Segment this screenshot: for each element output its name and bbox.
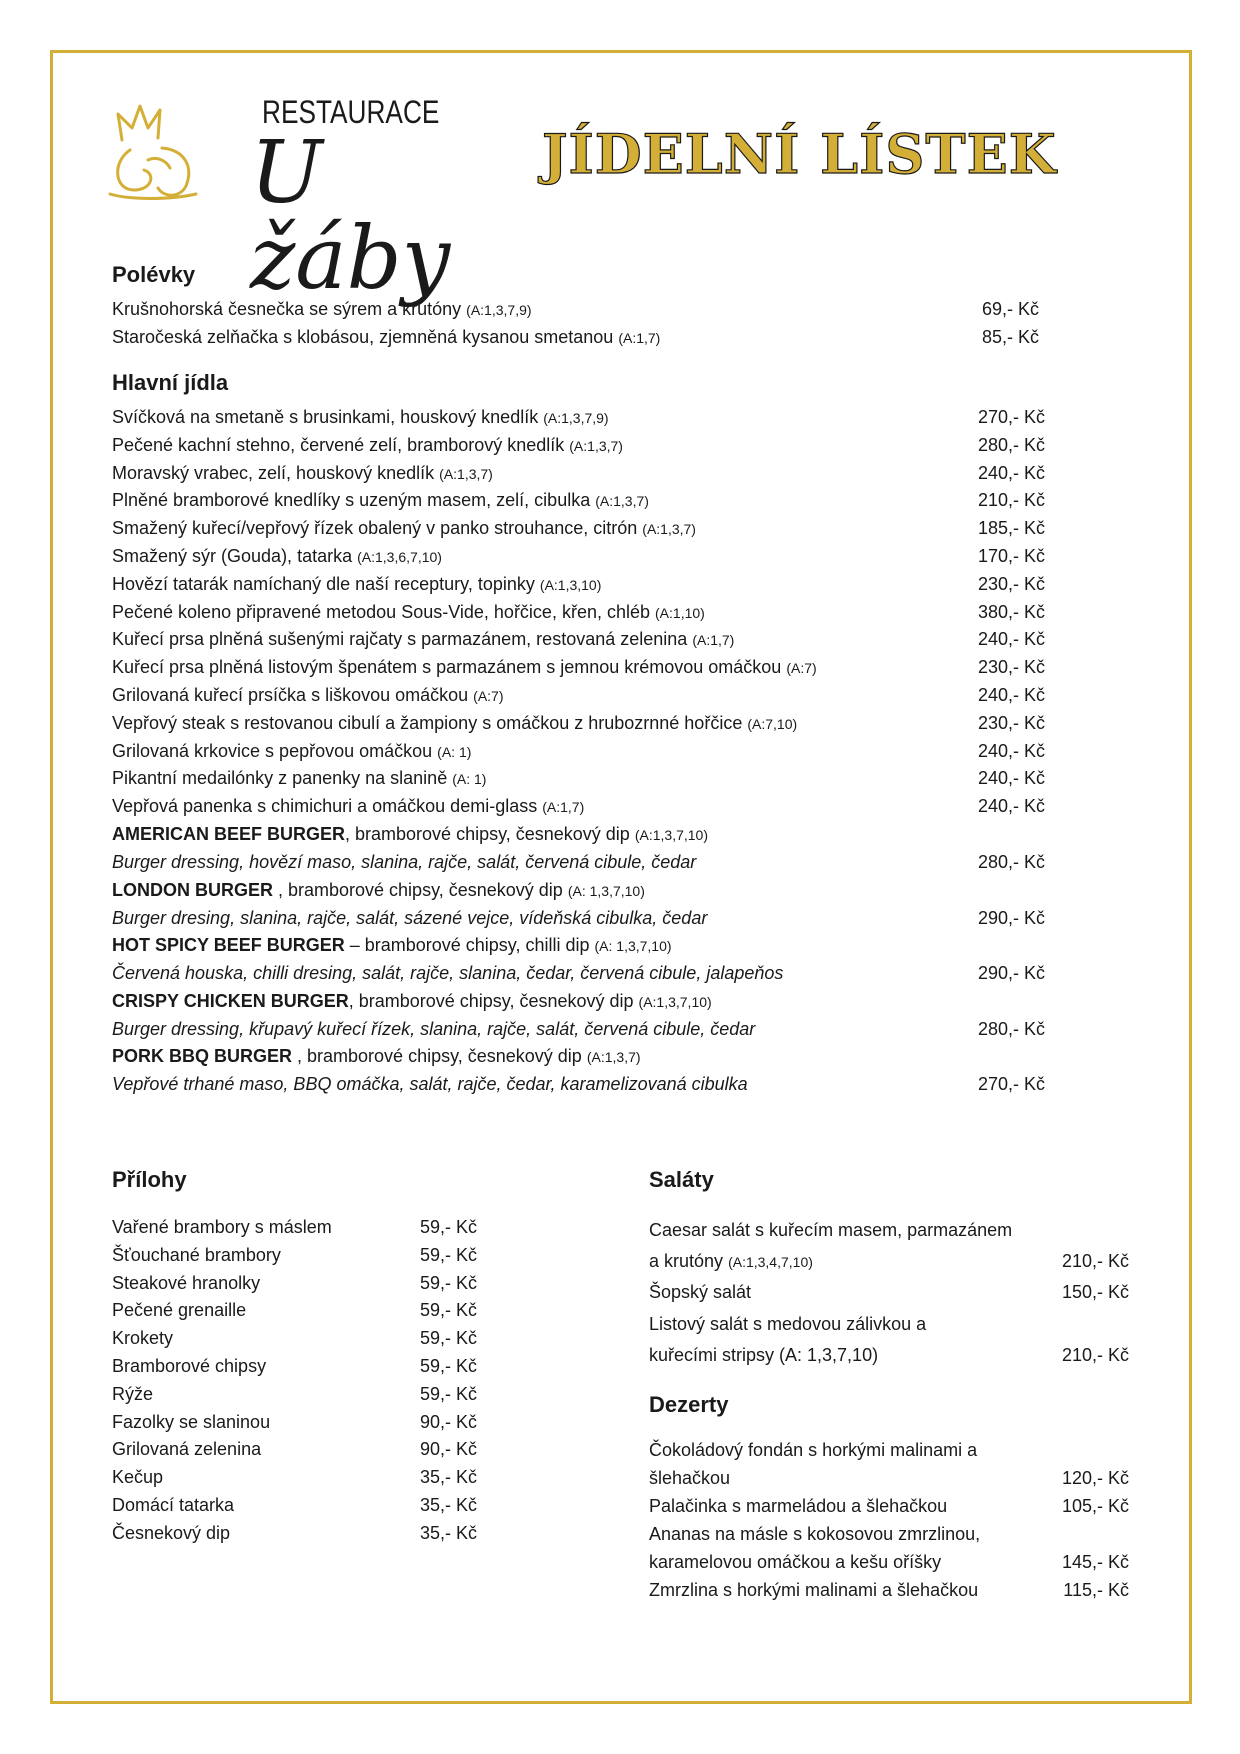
pancake-name: Palačinka s marmeládou a šlehačkou (649, 1496, 948, 1516)
main-allergens: (A:1,7) (692, 632, 735, 649)
side-price: 59,- Kč (420, 1356, 478, 1376)
caesar-salad-name-cont: a krutóny (649, 1251, 724, 1271)
main-name-text: Kuřecí prsa plněná listovým špenátem s parmazánem s jemnou krémovou omáčkou (112, 657, 782, 678)
leaf-salad-line1 (649, 1314, 1129, 1340)
side-name: Pečené grenaille (112, 1300, 247, 1321)
mains-heading: Hlavní jídla (112, 370, 229, 395)
burger-allergens: (A:1,3,7,10) (634, 827, 708, 843)
burger-title-row (112, 824, 1062, 850)
main-item (112, 685, 1062, 711)
fondant-line2 (649, 1468, 1129, 1494)
main-item (112, 546, 1062, 572)
main-name (112, 574, 601, 595)
main-item (112, 463, 1062, 489)
burger-price: 290,- Kč (978, 963, 1046, 984)
main-allergens: (A:1,10) (655, 604, 705, 621)
side-price: 59,- Kč (420, 1328, 478, 1349)
fondant-price: 120,- Kč (1061, 1468, 1129, 1488)
main-name-text: Svíčková na smetaně s brusinkami, houskový knedlík (112, 407, 539, 427)
side-item (112, 1356, 492, 1382)
main-item (112, 713, 1062, 739)
main-allergens: (A: 1) (437, 743, 472, 760)
burger-sides: , bramborové chipsy, česnekový dip (273, 879, 563, 900)
main-item (112, 407, 1062, 433)
side-item (112, 1245, 492, 1271)
pancake (649, 1496, 1129, 1522)
side-item (112, 1217, 492, 1243)
side-price: 59,- Kč (420, 1383, 478, 1404)
main-item (112, 602, 1062, 628)
soup-allergens: (A:1,3,7,9) (466, 302, 532, 318)
soup-name-text: Staročeská zelňačka s klobásou, zjemněná kysanou smetanou (112, 327, 614, 347)
main-name-text: Vepřový steak s restovanou cibulí a žampiony s omáčkou z hrubozrnné hořčice (112, 712, 743, 733)
main-price: 240,- Kč (978, 462, 1046, 483)
main-price: 230,- Kč (978, 712, 1046, 733)
main-name (112, 518, 696, 539)
main-allergens: (A:1,3,6,7,10) (357, 549, 442, 565)
soup-price: 85,- Kč (982, 327, 1040, 347)
main-price: 240,- Kč (978, 768, 1046, 789)
side-item (112, 1384, 492, 1410)
pineapple-name-cont: karamelovou omáčkou a kešu oříšky (649, 1552, 942, 1572)
side-price: 35,- Kč (420, 1467, 478, 1488)
side-item (112, 1300, 492, 1326)
burger-desc-row (112, 1074, 1062, 1100)
main-allergens: (A:7) (786, 660, 817, 677)
soup-name (112, 299, 532, 320)
burger-description: Burger dresing, slanina, rajče, salát, sázené vejce, vídeňská cibulka, čedar (112, 907, 708, 928)
fondant-name-cont: šlehačkou (649, 1468, 731, 1488)
main-price: 240,- Kč (978, 796, 1046, 817)
main-item (112, 490, 1062, 516)
main-name-text: Grilovaná krkovice s pepřovou omáčkou (112, 740, 433, 761)
pancake-price: 105,- Kč (1061, 1496, 1129, 1516)
logo-name: U žáby (250, 123, 451, 309)
main-name (112, 629, 734, 650)
sides-heading: Přílohy (112, 1167, 187, 1192)
side-price: 59,- Kč (420, 1217, 478, 1237)
main-name (112, 657, 817, 678)
main-allergens: (A:7) (473, 688, 504, 704)
caesar-salad-line2 (649, 1251, 1129, 1277)
burger-heading (112, 880, 645, 901)
sopsky-salad-name: Šopský salát (649, 1282, 752, 1302)
main-price: 210,- Kč (978, 490, 1046, 511)
main-allergens: (A:7,10) (747, 715, 798, 732)
main-price: 380,- Kč (978, 601, 1046, 622)
main-price: 270,- Kč (978, 407, 1046, 427)
side-price: 59,- Kč (420, 1300, 478, 1321)
burger-title: CRISPY CHICKEN BURGER (112, 990, 349, 1011)
side-price: 90,- Kč (420, 1411, 478, 1432)
icecream-price: 115,- Kč (1063, 1580, 1129, 1600)
soup-name-text: Krušnohorská česnečka se sýrem a krutóny (112, 299, 462, 319)
main-allergens: (A:1,3,7) (439, 465, 493, 482)
main-name (112, 463, 493, 484)
fondant-name: Čokoládový fondán s horkými malinami a (649, 1440, 978, 1460)
main-item (112, 518, 1062, 544)
main-name-text: Plněné bramborové knedlíky s uzeným masem, zelí, cibulka (112, 490, 591, 511)
main-name-text: Vepřová panenka s chimichuri a omáčkou demi-glass (112, 796, 538, 817)
pineapple-line2 (649, 1552, 1129, 1578)
burger-desc-row (112, 852, 1062, 878)
burger-price: 270,- Kč (978, 1074, 1046, 1095)
caesar-salad-price: 210,- Kč (1061, 1251, 1129, 1271)
main-allergens: (A:1,7) (542, 799, 585, 816)
main-name-text: Grilovaná kuřecí prsíčka s liškovou omáčkou (112, 685, 469, 705)
frog-crown-icon (100, 90, 210, 210)
main-name (112, 685, 504, 706)
main-name-text: Moravský vrabec, zelí, houskový knedlík (112, 462, 435, 483)
burger-allergens: (A:1,3,7,10) (638, 993, 712, 1010)
burger-heading (112, 824, 708, 845)
main-name (112, 490, 649, 511)
burger-sides: , bramborové chipsy, česnekový dip (292, 1046, 582, 1067)
main-name-text: Pikantní medailónky z panenky na slanině (112, 768, 448, 789)
main-item (112, 768, 1062, 794)
burger-title-row (112, 991, 1062, 1017)
main-allergens: (A:1,3,7) (569, 437, 623, 454)
side-name: Krokety (112, 1328, 174, 1349)
burger-description: Červená houska, chilli dresing, salát, rajče, slanina, čedar, červená cibule, jalapeňos (112, 963, 784, 984)
soup-name (112, 327, 660, 348)
soup-price: 69,- Kč (982, 299, 1040, 319)
logo-kicker: RESTAURACE (262, 94, 440, 130)
main-allergens: (A:1,3,7) (595, 493, 649, 510)
main-item (112, 435, 1062, 461)
burger-title-row (112, 880, 1062, 906)
burger-title-row (112, 935, 1062, 961)
burger-title: AMERICAN BEEF BURGER (112, 824, 346, 844)
side-name: Grilovaná zelenina (112, 1439, 262, 1460)
burger-desc-row (112, 963, 1062, 989)
burger-description: Burger dressing, hovězí maso, slanina, rajče, salát, červená cibule, čedar (112, 852, 697, 872)
burger-price: 290,- Kč (978, 907, 1046, 928)
main-name-text: Smažený kuřecí/vepřový řízek obalený v panko strouhance, citrón (112, 518, 638, 539)
burger-sides: – bramborové chipsy, chilli dip (344, 935, 590, 956)
soup-item (112, 327, 1062, 353)
side-item (112, 1273, 492, 1299)
caesar-salad-allergens: (A:1,3,4,7,10) (728, 1254, 813, 1270)
main-name-text: Pečené koleno připravené metodou Sous-Vide, hořčice, křen, chléb (112, 601, 650, 622)
main-item (112, 796, 1062, 822)
side-name: Domácí tatarka (112, 1495, 235, 1515)
side-item (112, 1467, 492, 1493)
side-name: Steakové hranolky (112, 1272, 261, 1293)
pineapple-price: 145,- Kč (1061, 1552, 1129, 1572)
main-price: 230,- Kč (978, 657, 1046, 678)
burger-price: 280,- Kč (978, 1018, 1046, 1039)
main-item (112, 629, 1062, 655)
main-name-text: Smažený sýr (Gouda), tatarka (112, 546, 353, 566)
burger-title: PORK BBQ BURGER (112, 1046, 293, 1067)
burger-heading (112, 935, 672, 956)
fondant-line1 (649, 1440, 1129, 1466)
side-price: 35,- Kč (420, 1522, 478, 1543)
main-price: 230,- Kč (978, 573, 1046, 594)
main-name-text: Hovězí tatarák namíchaný dle naší receptury, topinky (112, 573, 535, 594)
side-item (112, 1328, 492, 1354)
main-item (112, 574, 1062, 600)
main-allergens: (A:1,3,10) (539, 576, 602, 593)
main-name (112, 741, 471, 762)
side-name: Šťouchané brambory (112, 1244, 281, 1265)
burger-heading (112, 991, 712, 1012)
soup-item (112, 299, 1062, 325)
side-name: Česnekový dip (112, 1522, 231, 1543)
main-price: 240,- Kč (978, 685, 1046, 705)
burger-allergens: (A:1,3,7) (586, 1049, 641, 1066)
burger-description: Burger dressing, křupavý kuřecí řízek, slanina, rajče, salát, červená cibule, čedar (112, 1018, 756, 1039)
main-name (112, 407, 609, 428)
burger-description: Vepřové trhané maso, BBQ omáčka, salát, rajče, čedar, karamelizovaná cibulka (112, 1074, 748, 1095)
main-name (112, 713, 797, 734)
leaf-salad-price: 210,- Kč (1061, 1345, 1129, 1365)
main-name (112, 768, 486, 789)
pineapple-name: Ananas na másle s kokosovou zmrzlinou, (649, 1524, 981, 1544)
side-price: 59,- Kč (420, 1272, 478, 1293)
main-price: 170,- Kč (978, 546, 1046, 566)
main-name (112, 796, 584, 817)
main-item (112, 741, 1062, 767)
side-name: Bramborové chipsy (112, 1356, 267, 1376)
burger-sides: , bramborové chipsy, česnekový dip (345, 824, 630, 844)
caesar-salad-line1 (649, 1220, 1129, 1246)
burger-price: 280,- Kč (978, 852, 1046, 872)
leaf-salad-line2 (649, 1345, 1129, 1371)
burger-title: LONDON BURGER (112, 879, 273, 900)
main-price: 280,- Kč (978, 434, 1046, 455)
leaf-salad-name-cont: kuřecími stripsy (A: 1,3,7,10) (649, 1345, 879, 1365)
main-name-text: Pečené kachní stehno, červené zelí, bramborový knedlík (112, 434, 565, 455)
side-name: Fazolky se slaninou (112, 1411, 271, 1432)
caesar-salad-name: Caesar salát s kuřecím masem, parmazánem (649, 1220, 1013, 1240)
main-price: 240,- Kč (978, 740, 1046, 761)
side-price: 59,- Kč (420, 1244, 478, 1265)
burger-allergens: (A: 1,3,7,10) (567, 882, 645, 899)
side-price: 35,- Kč (420, 1495, 478, 1515)
side-name: Rýže (112, 1383, 154, 1404)
side-item (112, 1412, 492, 1438)
side-name: Kečup (112, 1467, 164, 1488)
sopsky-salad-price: 150,- Kč (1061, 1282, 1129, 1302)
side-item (112, 1495, 492, 1521)
icecream (649, 1580, 1129, 1606)
main-name (112, 435, 623, 456)
side-name: Vařené brambory s máslem (112, 1217, 332, 1237)
desserts-heading: Dezerty (649, 1392, 729, 1417)
burger-heading (112, 1046, 641, 1067)
sopsky-salad (649, 1282, 1129, 1308)
main-allergens: (A: 1) (452, 771, 487, 788)
salads-heading: Saláty (649, 1167, 714, 1192)
side-item (112, 1523, 492, 1549)
leaf-salad-name: Listový salát s medovou zálivkou a (649, 1314, 927, 1334)
burger-desc-row (112, 908, 1062, 934)
side-price: 90,- Kč (420, 1439, 478, 1460)
main-name-text: Kuřecí prsa plněná sušenými rajčaty s parmazánem, restovaná zelenina (112, 629, 688, 650)
soup-allergens: (A:1,7) (618, 330, 661, 346)
side-item (112, 1439, 492, 1465)
pineapple-line1 (649, 1524, 1129, 1550)
burger-title-row (112, 1046, 1062, 1072)
main-price: 185,- Kč (978, 518, 1046, 539)
burger-desc-row (112, 1019, 1062, 1045)
soups-heading: Polévky (112, 262, 196, 287)
main-item (112, 657, 1062, 683)
main-allergens: (A:1,3,7,9) (543, 410, 609, 426)
burger-allergens: (A: 1,3,7,10) (594, 938, 672, 955)
burger-sides: , bramborové chipsy, česnekový dip (348, 990, 634, 1011)
icecream-name: Zmrzlina s horkými malinami a šlehačkou (649, 1580, 979, 1600)
main-price: 240,- Kč (978, 629, 1046, 650)
burger-title: HOT SPICY BEEF BURGER (112, 935, 345, 956)
menu-title: JÍDELNÍ LÍSTEK (542, 122, 1057, 186)
main-allergens: (A:1,3,7) (642, 521, 696, 538)
main-name (112, 546, 442, 567)
main-name (112, 602, 705, 623)
